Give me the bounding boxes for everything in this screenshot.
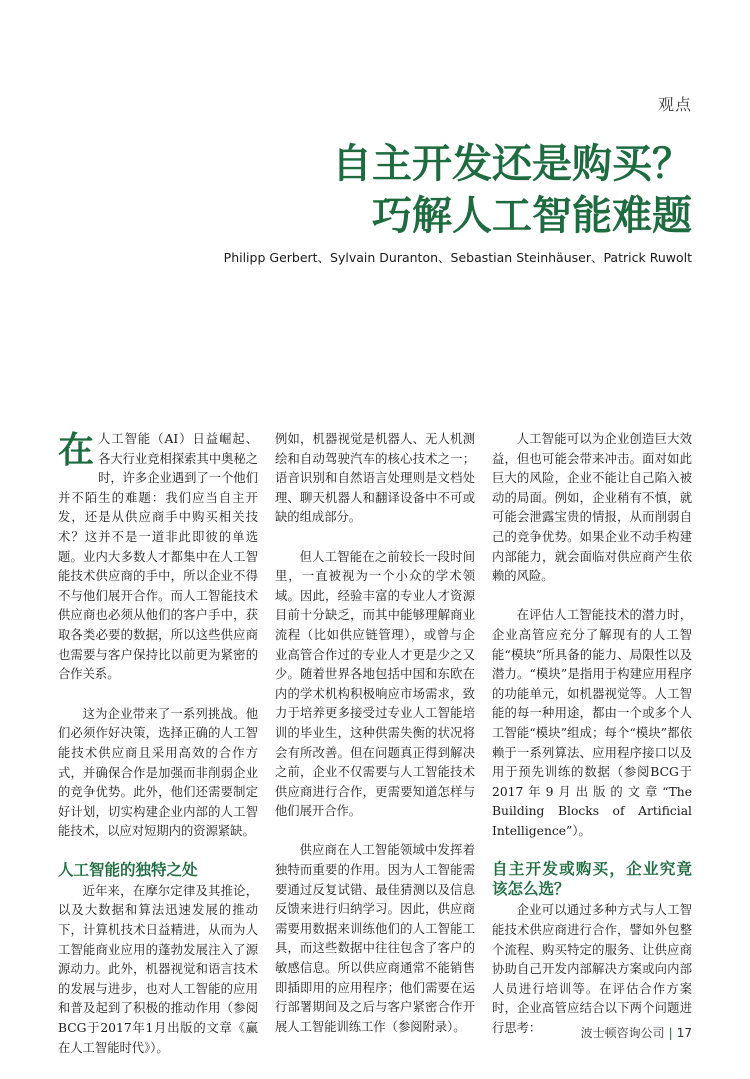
section-heading: 自主开发或购买，企业究竟该怎么选？ — [492, 860, 692, 899]
body-paragraph: 企业可以通过多种方式与人工智能技术供应商进行合作，譬如外包整个流程、购买特定的服务、让供应商协助自己开发内部解决方案或向内部人员进行培训等。在评估合作方案时，企业高管应结合以下两个问题进行思考： — [492, 903, 692, 1036]
drop-cap: 在 — [58, 430, 95, 471]
page-title — [332, 138, 692, 242]
publisher-name: 波士顿咨询公司 — [580, 1026, 665, 1040]
body-paragraph: 但人工智能在之前较长一段时间里，一直被视为一个小众的学术领域。因此，经验丰富的专业人才资源目前十分缺乏，而其中能够理解商业流程（比如供应链管理），或曾与企业高管合作过的专业人才更是少之又少。随着世界各地包括中国和东欧在内的学术机构积极响应市场需求，致力于培养更多接受过专业人工智能培训的毕业生，这种供需失衡的状况将会有所改善。但在问题真正得到解决之前，企业不仅需要与人工智能技术供应商进行合作，更需要知道怎样与他们展开合作。 — [275, 549, 475, 819]
body-paragraph: 供应商在人工智能领域中发挥着独特而重要的作用。因为人工智能需要通过反复试错、最佳猜测以及信息反馈来进行归纳学习。因此，供应商需要用数据来训练他们的人工智能工具，而这些数据中往往包含了客户的敏感信息。所以供应商通常不能销售即插即用的应用程序；他们需要在运行部署期间及之后与客户紧密合作开展人工智能训练工作（参阅附录）。 — [275, 843, 475, 1034]
page-footer — [581, 1024, 692, 1041]
text-column-2 — [275, 430, 475, 1037]
author-byline: Philipp Gerbert、Sylvain Duranton、Sebastian Steinhäuser、Patrick Ruwolt — [223, 250, 692, 265]
intro-paragraph — [58, 430, 258, 685]
page-number: 17 — [676, 1026, 692, 1040]
body-paragraph: 人工智能可以为企业创造巨大效益，但也可能会带来冲击。面对如此巨大的风险，企业不能让自己陷入被动的局面。例如，企业稍有不慎，就可能会泄露宝贵的情报，从而削弱自己的竞争优势。如果企业不动手构建内部能力，就会面临对供应商产生依赖的风险。 — [492, 432, 692, 584]
text-column-1 — [58, 430, 258, 1058]
body-paragraph: 这为企业带来了一系列挑战。他们必须作好决策，选择正确的人工智能技术供应商且采用高效的合作方式，并确保合作是加强而非削弱企业的竞争优势。此外，他们还需要制定好计划，切实构建企业内部的人工智能技术，以应对短期内的资源紧缺。 — [58, 706, 258, 839]
section-heading: 人工智能的独特之处 — [58, 860, 198, 879]
footer-separator: | — [668, 1026, 673, 1040]
intro-paragraph-text: 人工智能（AI）日益崛起、各大行业竞相探索其中奥秘之时，许多企业遇到了一个他们并不陌生的难题：我们应当自主开发，还是从供应商手中购买相关技术？这并不是一道非此即彼的单选题。业内大多数人才都集中在人工智能技术供应商的手中，所以企业不得不与他们展开合作。而人工智能技术供应商也必须从他们的客户手中，获取各类必要的数据，所以这些供应商也需要与客户保持比以前更为紧密的合作关系。 — [58, 432, 258, 682]
text-column-3 — [492, 430, 692, 1039]
title-line-2: 巧解人工智能难题 — [372, 193, 692, 239]
body-paragraph: 近年来，在摩尔定律及其推论，以及大数据和算法迅速发展的推动下，计算机技术日益精进，从而为人工智能商业应用的蓬勃发展注入了源源动力。此外，机器视觉和语言技术的发展与进步，也对人工智能的应用和普及起到了积极的推动作用（参阅BCG于2017年1月出版的文章《赢在人工智能时代》）。 — [58, 883, 258, 1055]
body-paragraph: 在评估人工智能技术的潜力时，企业高管应充分了解现有的人工智能“模块”所具备的能力、局限性以及潜力。“模块”是指用于构建应用程序的功能单元，如机器视觉等。人工智能的每一种用途，都由一个或多个人工智能“模块”组成；每个“模块”都依赖于一系列算法、应用程序接口以及用于预先训练的数据（参阅BCG于2017年9月出版的文章“The Building Blocks of Artificial Intelligence”）。 — [492, 608, 692, 838]
section-label: 观点 — [657, 95, 692, 114]
body-paragraph: 例如，机器视觉是机器人、无人机测绘和自动驾驶汽车的核心技术之一；语音识别和自然语言处理则是文档处理、聊天机器人和翻译设备中不可或缺的组成部分。 — [275, 432, 475, 525]
title-line-1: 自主开发还是购买？ — [332, 141, 692, 187]
